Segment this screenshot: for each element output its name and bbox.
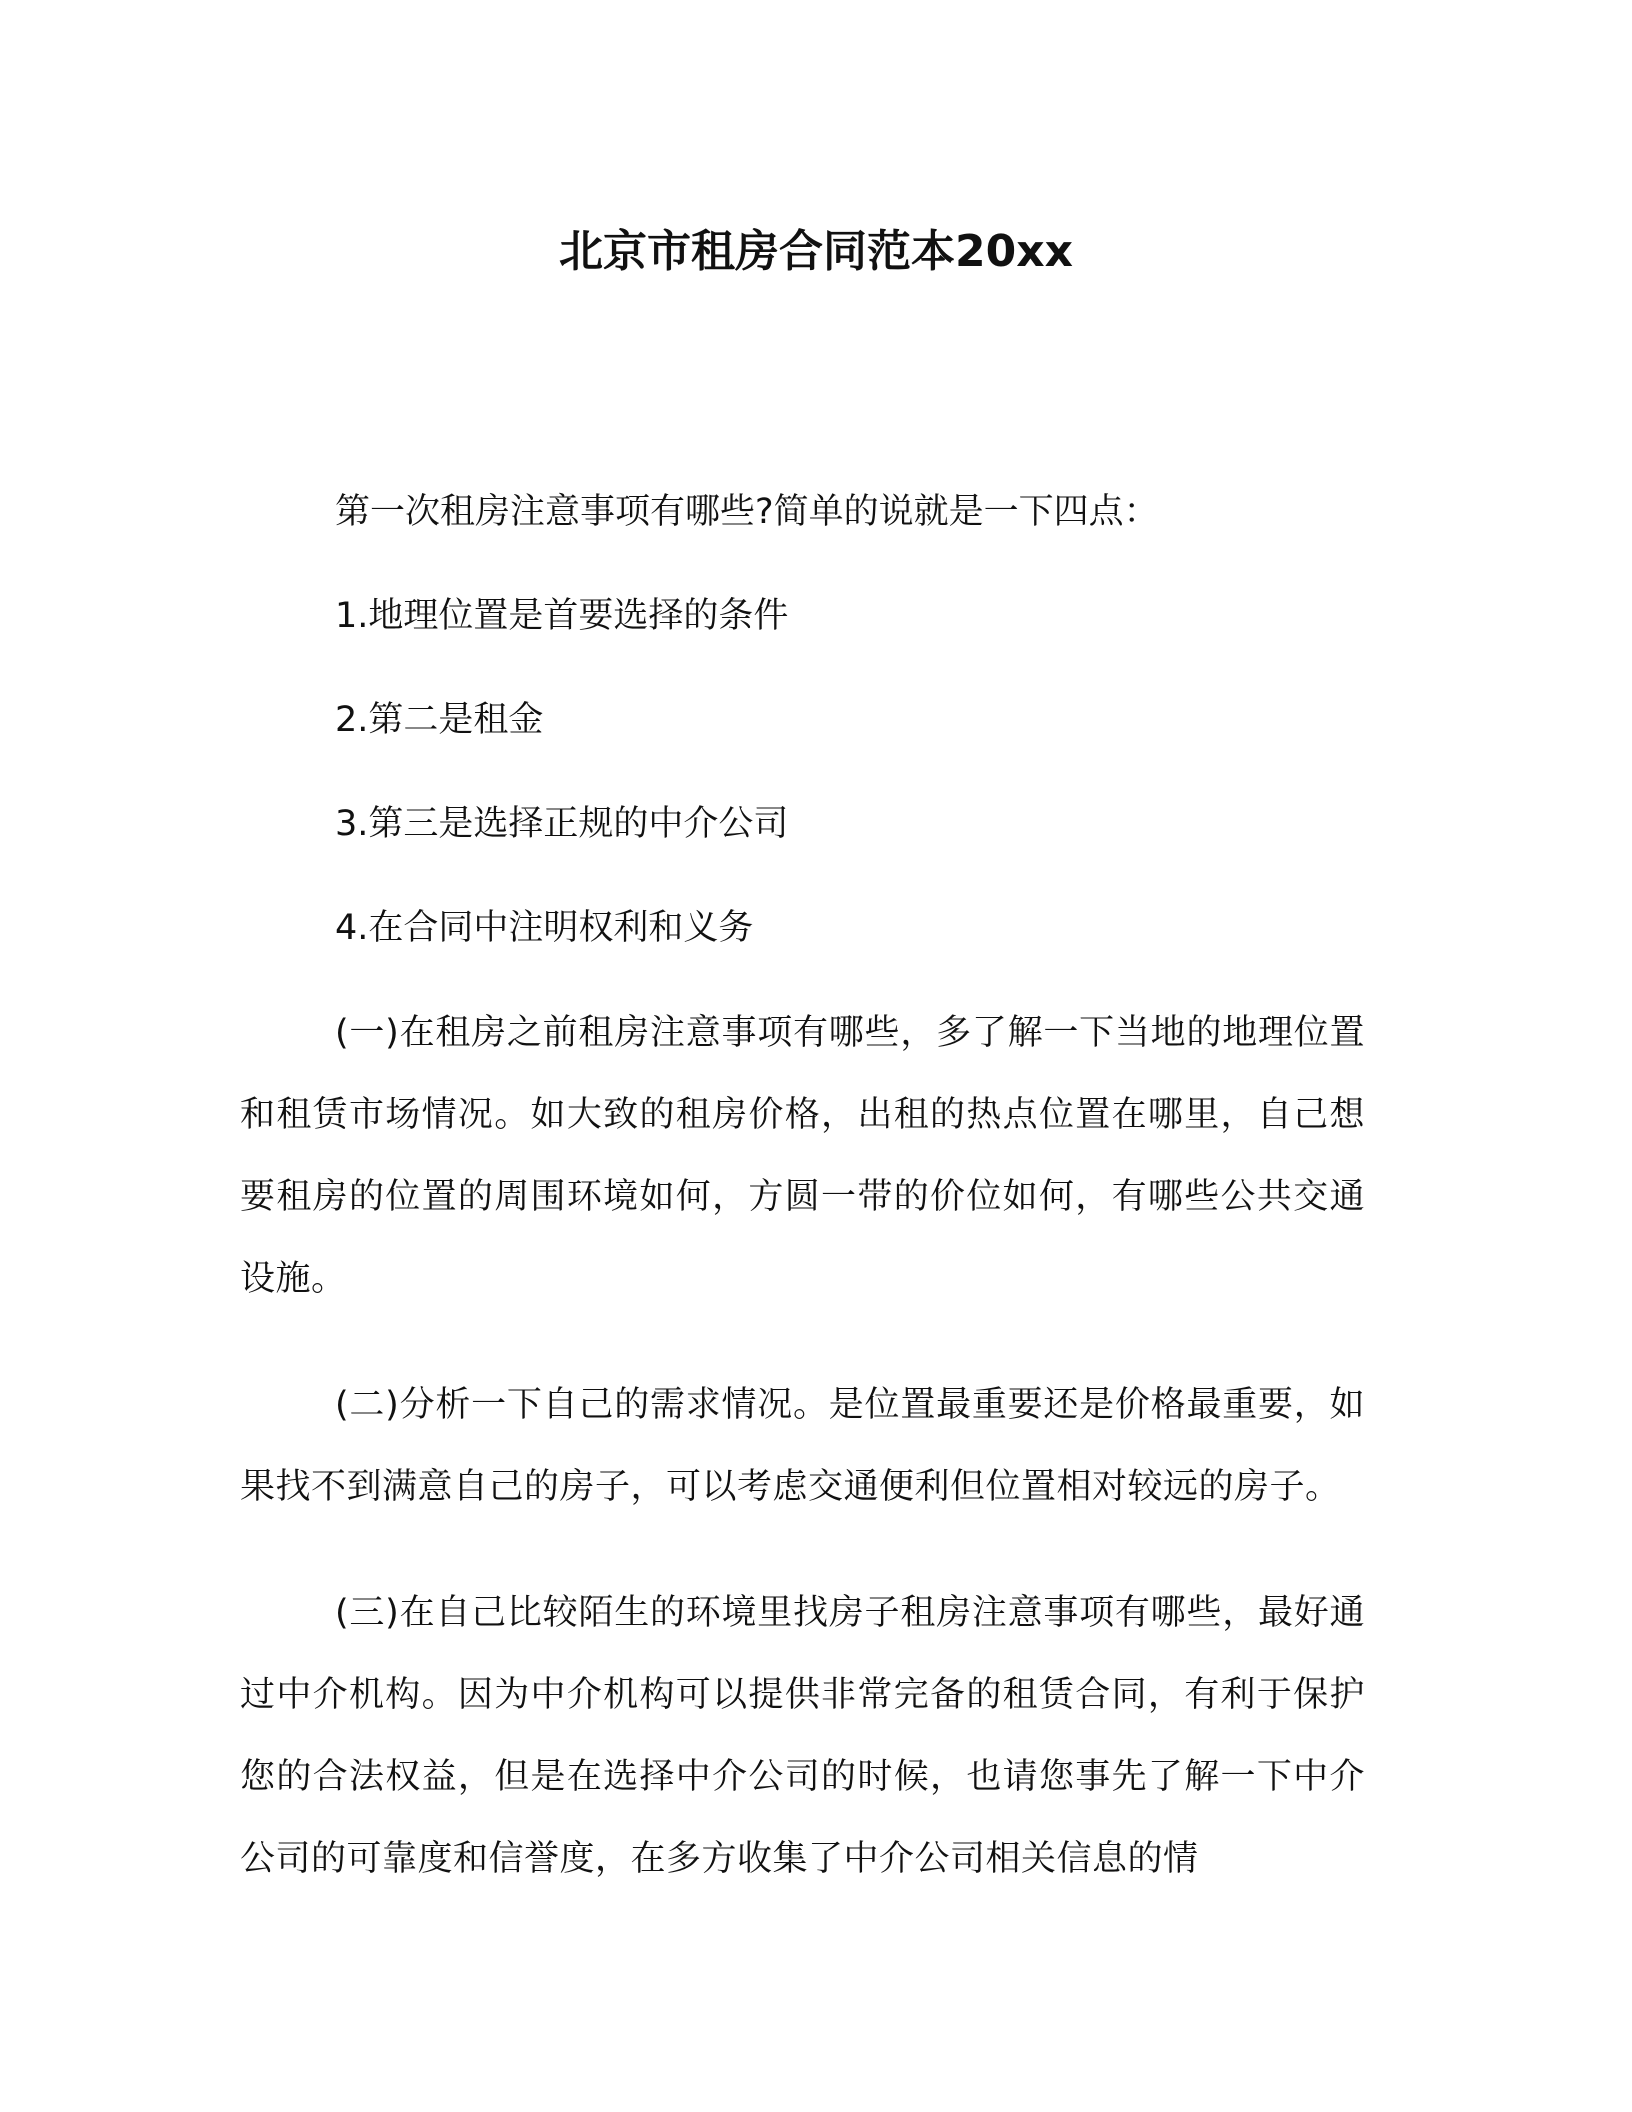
point-item: 2.第二是租金: [335, 700, 544, 740]
paragraph: (一)在租房之前租房注意事项有哪些，多了解一下当地的地理位置和租赁市场情况。如大致的租房价格，出租的热点位置在哪里，自己想要租房的位置的周围环境如何，方圆一带的价位如何，有哪些公共交通设施。: [240, 1013, 1365, 1299]
paragraph: (二)分析一下自己的需求情况。是位置最重要还是价格最重要，如果找不到满意自己的房子，可以考虑交通便利但位置相对较远的房子。: [240, 1385, 1365, 1507]
point-item: 4.在合同中注明权利和义务: [335, 908, 754, 948]
paragraph: (三)在自己比较陌生的环境里找房子租房注意事项有哪些，最好通过中介机构。因为中介机构可以提供非常完备的租赁合同，有利于保护您的合法权益，但是在选择中介公司的时候，也请您事先了解一下中介公司的可靠度和信誉度，在多方收集了中介公司相关信息的情: [240, 1593, 1365, 1879]
document-title: 北京市租房合同范本20xx: [559, 226, 1073, 277]
intro-line: 第一次租房注意事项有哪些?简单的说就是一下四点：: [335, 492, 1159, 532]
point-item: 3.第三是选择正规的中介公司: [335, 804, 789, 844]
document-body: [240, 490, 1365, 1944]
point-item: 1.地理位置是首要选择的条件: [335, 596, 789, 636]
